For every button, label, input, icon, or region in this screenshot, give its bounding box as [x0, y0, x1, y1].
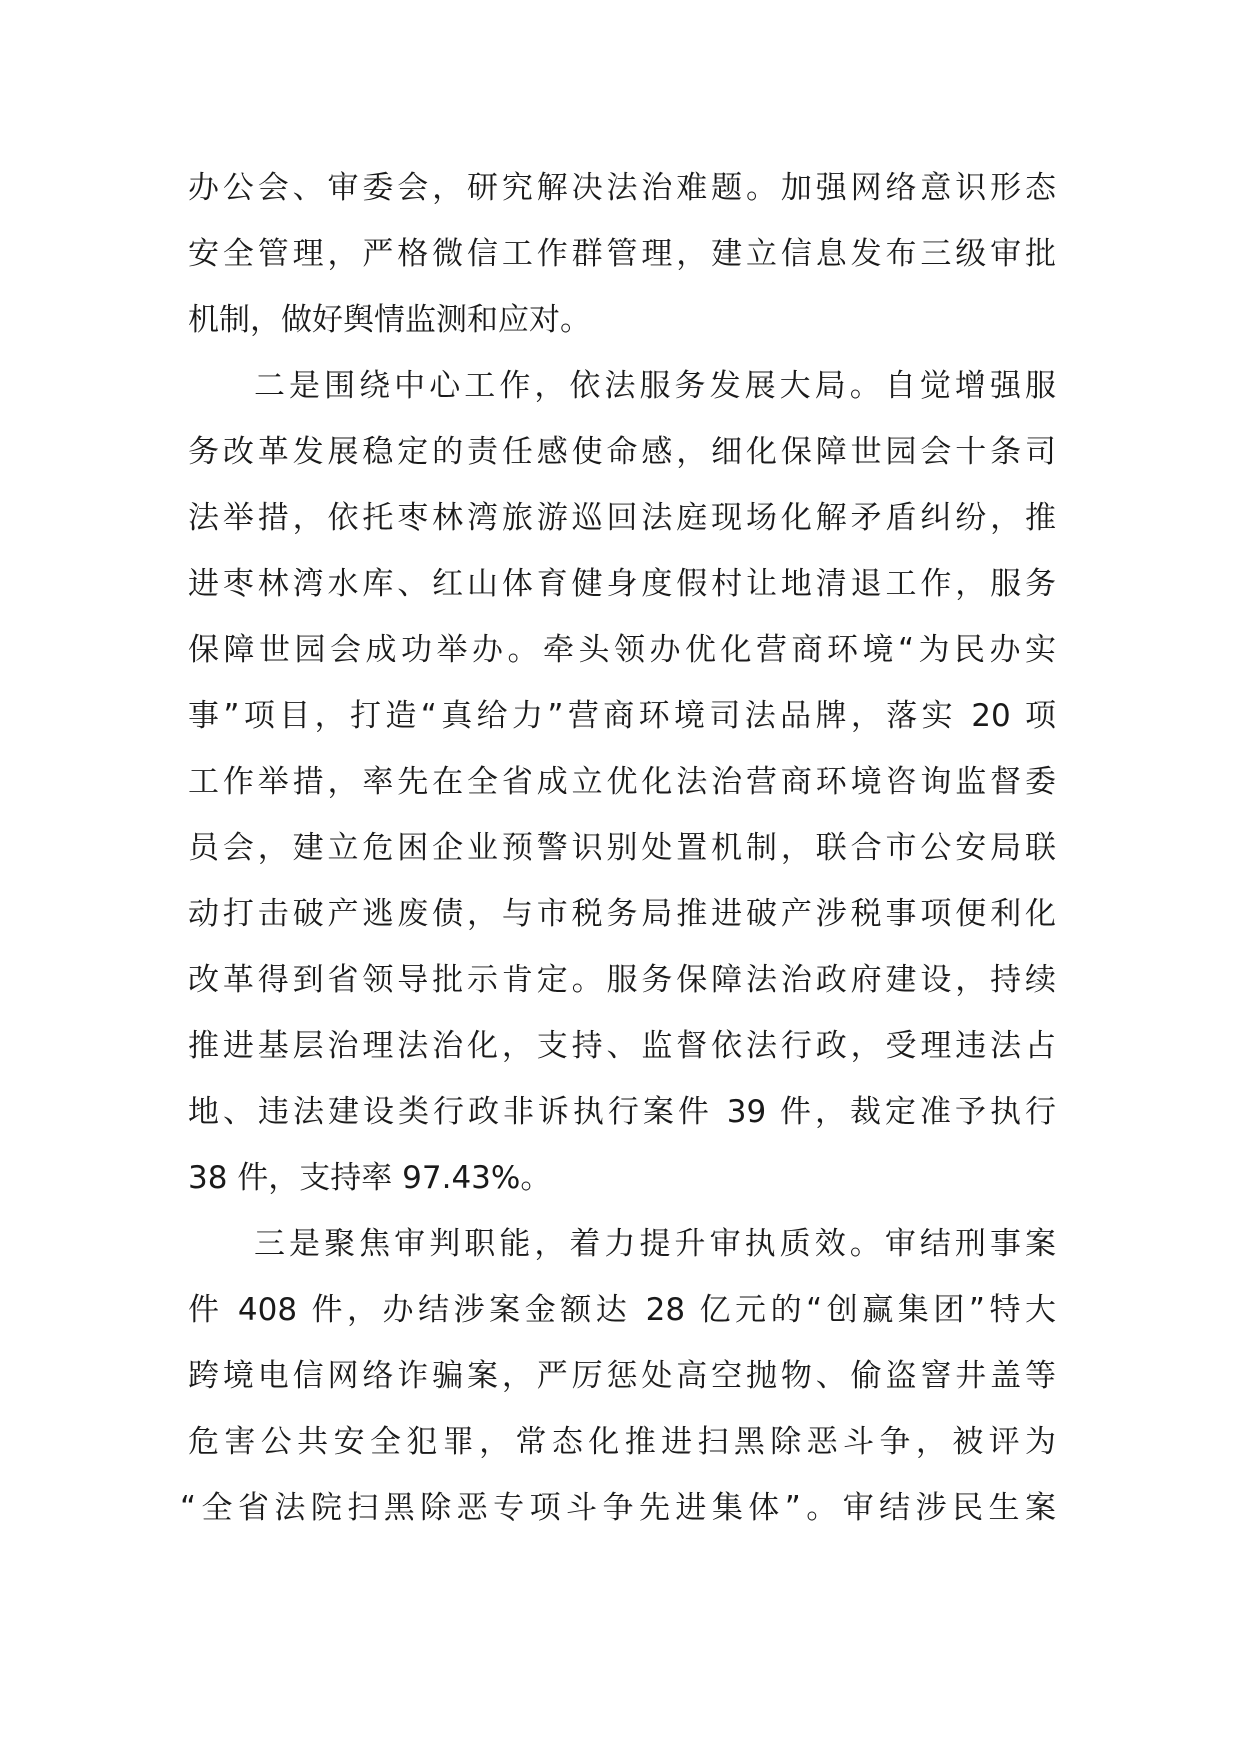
text-line: 改革得到省领导批示肯定。服务保障法治政府建设，持续	[188, 962, 1056, 998]
text-line: 进枣林湾水库、红山体育健身度假村让地清退工作，服务	[188, 566, 1056, 602]
text-line: 务改革发展稳定的责任感使命感，细化保障世园会十条司	[188, 434, 1056, 470]
text-line: 事”项目，打造“真给力”营商环境司法品牌，落实 20 项	[188, 698, 1056, 734]
text-line: 保障世园会成功举办。牵头领办优化营商环境“为民办实	[188, 632, 1056, 668]
text-line: 件 408 件，办结涉案金额达 28 亿元的“创赢集团”特大	[188, 1292, 1056, 1328]
text-line: 推进基层治理法治化，支持、监督依法行政，受理违法占	[188, 1028, 1056, 1064]
body-text	[180, 155, 1056, 1541]
text-line: 38 件，支持率 97.43%。	[188, 1160, 552, 1196]
paragraph-first-line: 二是围绕中心工作，依法服务发展大局。自觉增强服	[254, 368, 1056, 404]
text-line: 安全管理，严格微信工作群管理，建立信息发布三级审批	[188, 236, 1056, 272]
text-line: 机制，做好舆情监测和应对。	[188, 302, 591, 338]
text-line: 地、违法建设类行政非诉执行案件 39 件，裁定准予执行	[188, 1094, 1056, 1130]
text-line: 动打击破产逃废债，与市税务局推进破产涉税事项便利化	[188, 896, 1056, 932]
text-line: 跨境电信网络诈骗案，严厉惩处高空抛物、偷盗窨井盖等	[188, 1358, 1056, 1394]
paragraph-first-line: 三是聚焦审判职能，着力提升审执质效。审结刑事案	[254, 1226, 1056, 1262]
text-line: “全省法院扫黑除恶专项斗争先进集体”。审结涉民生案	[180, 1490, 1056, 1526]
text-line: 员会，建立危困企业预警识别处置机制，联合市公安局联	[188, 830, 1056, 866]
text-line: 法举措，依托枣林湾旅游巡回法庭现场化解矛盾纠纷，推	[188, 500, 1056, 536]
text-line: 危害公共安全犯罪，常态化推进扫黑除恶斗争，被评为	[188, 1424, 1056, 1460]
text-line: 工作举措，率先在全省成立优化法治营商环境咨询监督委	[188, 764, 1056, 800]
text-line: 办公会、审委会，研究解决法治难题。加强网络意识形态	[188, 170, 1056, 206]
